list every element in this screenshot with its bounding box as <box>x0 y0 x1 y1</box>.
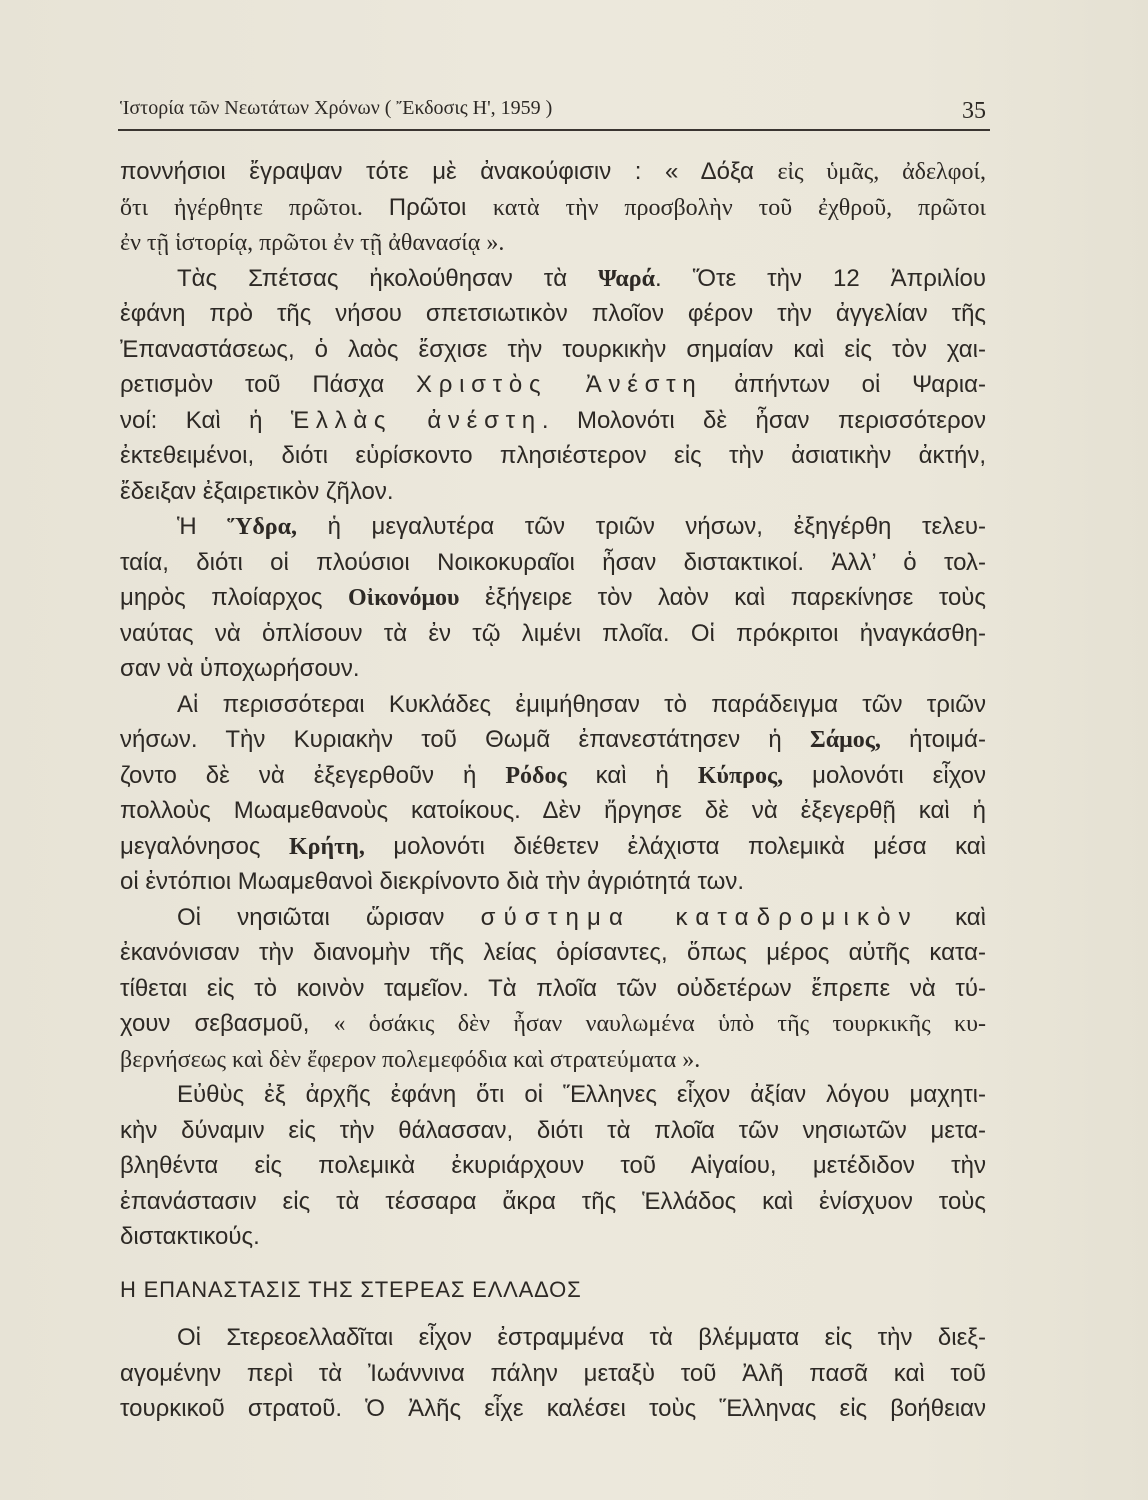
line-text: Πρῶτοι <box>388 193 493 221</box>
line-text: ἡ μεγαλυτέρα τῶν τριῶν νήσων, ἐξηγέρθη τελευ- <box>297 513 986 540</box>
line-text: ποννήσιοι ἔγραψαν τότε μὲ ἀνακούφισιν : « Δόξα <box>120 158 778 185</box>
quote-text: βερνήσεως καὶ δὲν ἔφερον πολεμεφόδια καὶ στρατεύματα ». <box>120 1046 701 1073</box>
bold-term: Ψαρά <box>598 265 656 292</box>
line-text: μολονότι εἶχον <box>783 761 986 789</box>
text-line <box>120 403 986 439</box>
text-line: ἐφάνη πρὸ τῆς νήσου σπετσιωτικὸν πλοῖον φέρον τὴν ἀγγελίαν τῆς <box>120 300 986 327</box>
line-text: ρετισμὸν τοῦ Πάσχα <box>120 371 416 398</box>
quote-text: ἐν τῇ ἱστορίᾳ, πρῶτοι ἐν τῇ ἀθανασίᾳ ». <box>120 230 505 256</box>
paragraph <box>120 261 986 510</box>
text-line: ἔδειξαν ἐξαιρετικὸν ζῆλον. <box>120 477 394 505</box>
text-line <box>120 509 986 545</box>
text-line <box>120 225 986 261</box>
quote-text: ὅτι ἠγέρθητε πρῶτοι. <box>120 194 389 221</box>
text-line <box>120 758 986 794</box>
bold-term: Κρήτη, <box>288 833 365 860</box>
text-line: πολλοὺς Μωαμεθανοὺς κατοίκους. Δὲν ἤργησε δὲ νὰ ἐξεγερθῇ καὶ ἡ <box>120 797 986 824</box>
line-text: νοί: Καὶ ἡ <box>120 406 291 434</box>
header-rule <box>118 129 990 131</box>
line-text: ἡτοιμά- <box>880 726 986 753</box>
page-number: 35 <box>962 98 986 124</box>
quote-text: εἰς ὑμᾶς, ἀδελφοί, <box>777 159 986 185</box>
text-line <box>120 367 986 403</box>
line-text: ἀπήντων οἱ Ψαρια- <box>702 371 986 398</box>
spaced-text: Χριστὸς Ἀνέστη <box>416 371 703 398</box>
text-line: σαν νὰ ὑποχωρήσουν. <box>120 655 360 682</box>
line-text: Ἡ <box>177 513 228 540</box>
body-text <box>120 154 986 1427</box>
text-line: Οἱ Στερεοελλαδῖται εἶχον ἐστραμμένα τὰ βλέμματα εἰς τὴν διεξ- <box>177 1324 986 1352</box>
text-line: τίθεται εἰς τὸ κοινὸν ταμεῖον. Τὰ πλοῖα τῶν οὐδετέρων ἔπρεπε νὰ τύ- <box>120 974 986 1002</box>
text-line: διστακτικούς. <box>120 1223 260 1250</box>
text-line <box>120 900 986 936</box>
text-line <box>120 1006 986 1042</box>
text-line: βληθέντα εἰς πολεμικὰ ἐκυριάρχουν τοῦ Αἰγαίου, μετέδιδον τὴν <box>120 1152 986 1179</box>
text-line: Εὐθὺς ἐξ ἀρχῆς ἐφάνη ὅτι οἱ Ἕλληνες εἶχον ἀξίαν λόγου μαχητι- <box>177 1081 986 1108</box>
paragraph <box>120 1320 986 1427</box>
line-text: . Ὅτε τὴν 12 Ἀπριλίου <box>655 264 986 292</box>
spaced-text: Ἑλλὰς ἀνέστη <box>290 406 542 434</box>
paragraph <box>120 509 986 687</box>
running-header <box>120 94 986 126</box>
header-title: Ἱστορία τῶν Νεωτάτων Χρόνων ( Ἔκδοσις Η', 1959 ) <box>120 97 553 119</box>
text-line <box>120 580 986 616</box>
bold-term: Κύπρος, <box>697 762 784 789</box>
line-text: μεγαλόνησος <box>120 832 289 860</box>
quote-text: κατὰ τὴν προσβολὴν τοῦ ἐχθροῦ, πρῶτοι <box>492 194 987 221</box>
line-text: Οἱ νησιῶται ὥρισαν <box>177 903 481 931</box>
line-text: χουν σεβασμοῦ, <box>120 1010 334 1037</box>
text-line: Αἱ περισσότεραι Κυκλάδες ἐμιμήθησαν τὸ παράδειγμα τῶν τριῶν <box>177 690 986 718</box>
text-line: τουρκικοῦ στρατοῦ. Ὁ Ἀλῆς εἶχε καλέσει τοὺς Ἕλληνας εἰς βοήθειαν <box>120 1395 986 1423</box>
bold-term: Ρόδος <box>505 762 567 789</box>
bold-term: Οἰκονόμου <box>347 585 460 611</box>
text-line: αγομένην περὶ τὰ Ἰωάννινα πάλην μεταξὺ τοῦ Ἀλῆ πασᾶ καὶ τοῦ <box>120 1359 986 1387</box>
line-text: καὶ <box>918 903 986 931</box>
text-line <box>120 154 986 190</box>
section-heading: Η ΕΠΑΝΑΣΤΑΣΙΣ ΤΗΣ ΣΤΕΡΕΑΣ ΕΛΛΑΔΟΣ <box>120 1277 582 1303</box>
text-line: Ἐπαναστάσεως, ὁ λαὸς ἔσχισε τὴν τουρκικὴν σημαίαν καὶ εἰς τὸν χαι- <box>120 335 986 363</box>
spaced-text: σύστημα καταδρομικὸν <box>480 903 919 931</box>
text-line: ἐκτεθειμένοι, διότι εὑρίσκοντο πλησιέστερον εἰς τὴν ἀσιατικὴν ἀκτήν, <box>120 442 986 469</box>
text-line: ἐκανόνισαν τὴν διανομὴν τῆς λείας ὁρίσαντες, ὅπως μέρος αὐτῆς κατα- <box>120 939 986 966</box>
line-text: καὶ ἡ <box>566 761 698 789</box>
text-line <box>120 190 986 226</box>
text-line: ναύτας νὰ ὁπλίσουν τὰ ἐν τῷ λιμένι πλοῖα. Οἱ πρόκριτοι ἠναγκάσθη- <box>120 619 986 647</box>
line-text: . Μολονότι δὲ ἦσαν περισσότερον <box>541 406 986 434</box>
quote-text: « ὁσάκις δὲν ἦσαν ναυλωμένα ὑπὸ τῆς τουρκικῆς κυ- <box>333 1011 987 1037</box>
text-line <box>120 1042 986 1078</box>
line-text: μηρὸς πλοίαρχος <box>120 584 348 611</box>
paragraph <box>120 900 986 1078</box>
text-line <box>120 829 986 865</box>
paragraph <box>120 154 986 261</box>
text-line: κὴν δύναμιν εἰς τὴν θάλασσαν, διότι τὰ πλοῖα τῶν νησιωτῶν μετα- <box>120 1116 986 1144</box>
text-line <box>120 261 986 297</box>
bold-term: Σάμος, <box>810 727 881 753</box>
line-text: Τὰς Σπέτσας ἠκολούθησαν τὰ <box>177 264 599 292</box>
line-text: νήσων. Τὴν Κυριακὴν τοῦ Θωμᾶ ἐπανεστάτησεν ἡ <box>120 726 811 753</box>
line-text: ζοντο δὲ νὰ ἐξεγερθοῦν ἡ <box>120 761 506 789</box>
text-line: οἱ ἐντόπιοι Μωαμεθανοὶ διεκρίνοντο διὰ τὴν ἀγριότητά των. <box>120 868 745 895</box>
line-text: ἐξήγειρε τὸν λαὸν καὶ παρεκίνησε τοὺς <box>459 584 986 611</box>
line-text: μολονότι διέθετεν ἐλάχιστα πολεμικὰ μέσα καὶ <box>364 832 986 860</box>
bold-term: Ὕδρα, <box>227 514 298 540</box>
text-line: ταία, διότι οἱ πλούσιοι Νοικοκυραῖοι ἦσαν διστακτικοί. Ἀλλ’ ὁ τολ- <box>120 548 986 576</box>
paragraph <box>120 1077 986 1255</box>
text-line: ἐπανάστασιν εἰς τὰ τέσσαρα ἄκρα τῆς Ἑλλάδος καὶ ἐνίσχυον τοὺς <box>120 1187 986 1215</box>
text-line <box>120 722 986 758</box>
paragraph <box>120 687 986 900</box>
